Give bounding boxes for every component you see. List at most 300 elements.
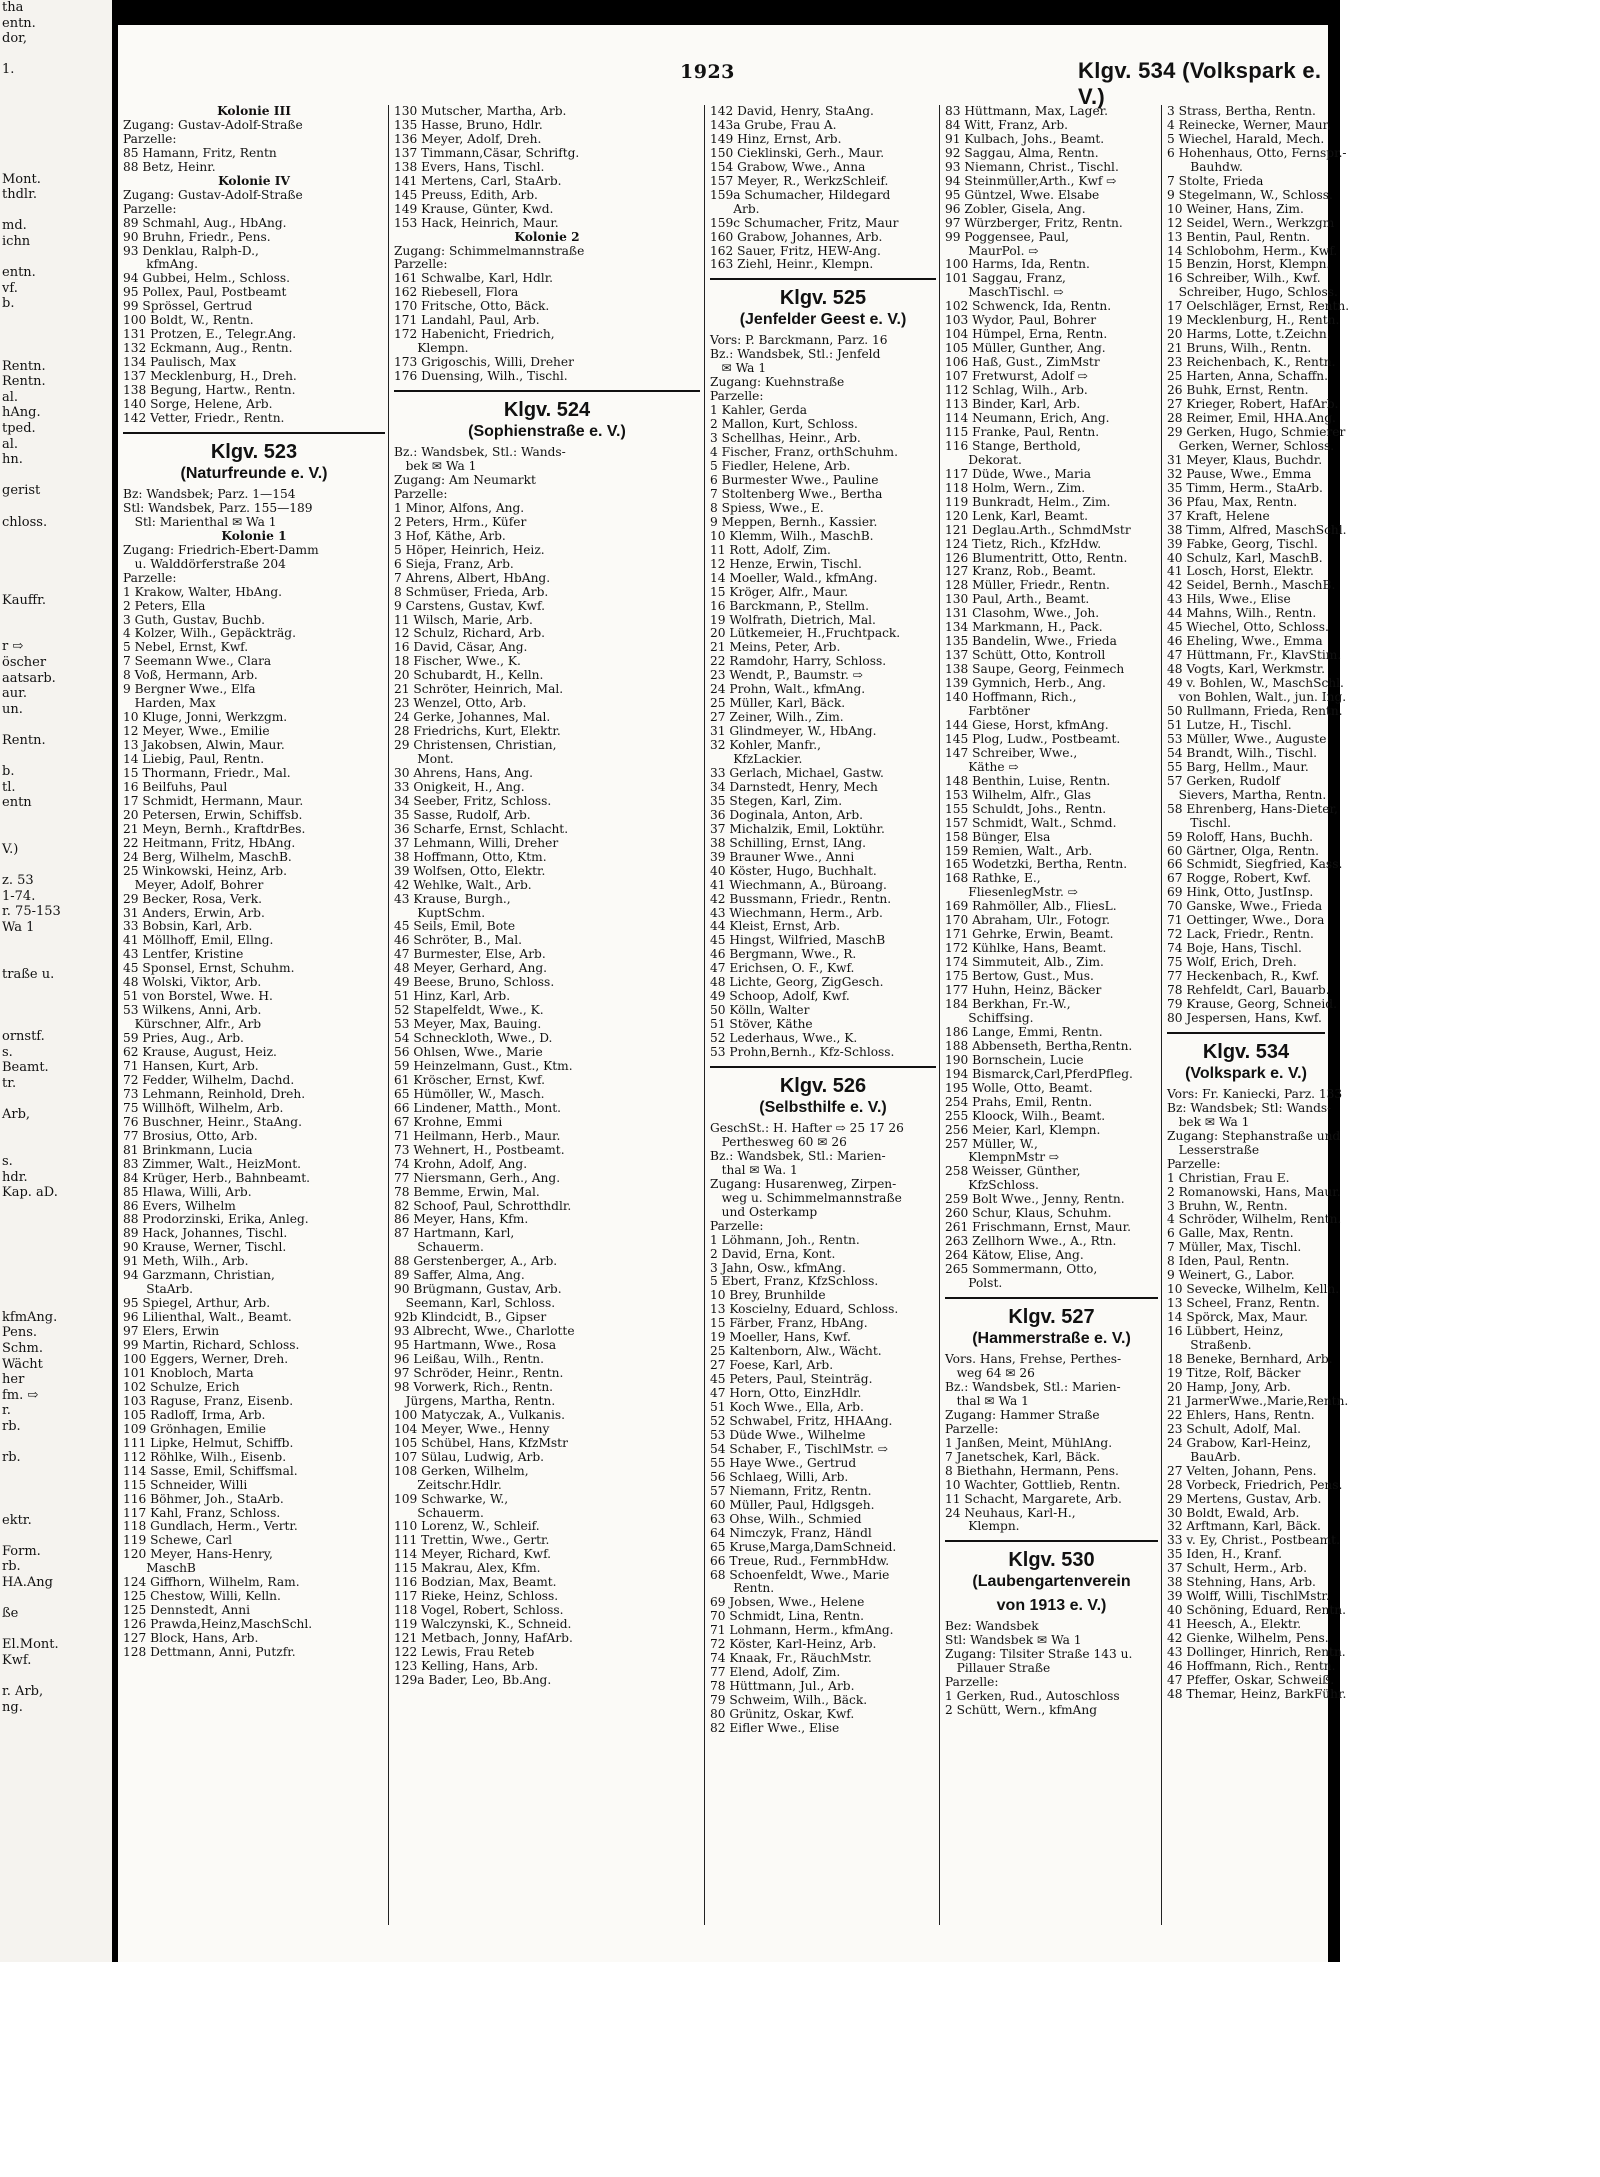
directory-entry: 33 Bobsin, Karl, Arb. [123, 919, 253, 934]
directory-entry: 101 Knobloch, Marta [123, 1365, 254, 1380]
directory-entry: 83 Zimmer, Walt., HeizMont. [123, 1156, 302, 1171]
directory-entry: 116 Stange, Berthold, [945, 438, 1081, 453]
directory-entry: 117 Düde, Wwe., Maria [945, 466, 1092, 481]
directory-entry: 17 Schmidt, Hermann, Maur. [123, 793, 304, 808]
directory-entry: Bauhdw. [1167, 159, 1243, 174]
directory-entry: 194 Bismarck,Carl,PferdPfleg. [945, 1066, 1133, 1081]
gutter-fragment [0, 749, 112, 765]
directory-entry: 134 Paulisch, Max [123, 355, 236, 370]
directory-entry: Stl: Marienthal ✉ Wa 1 [123, 514, 277, 529]
directory-entry: 126 Prawda,Heinz,MaschSchl. [123, 1617, 313, 1632]
directory-entry: 84 Krüger, Herb., Bahnbeamt. [123, 1170, 311, 1185]
directory-entry: 112 Schlag, Wilh., Arb. [945, 383, 1088, 398]
directory-entry: Zugang: Friedrich-Ebert-Damm [123, 542, 319, 557]
directory-entry: 88 Gerstenberger, A., Arb. [394, 1254, 558, 1269]
directory-entry: 97 Würzberger, Fritz, Rentn. [945, 215, 1123, 230]
directory-entry: 144 Giese, Horst, kfmAng. [945, 717, 1109, 732]
directory-entry: 42 Wehlke, Walt., Arb. [394, 877, 532, 892]
directory-entry: 76 Buschner, Heinr., StaAng. [123, 1114, 302, 1129]
directory-entry: 29 Becker, Rosa, Verk. [123, 891, 262, 906]
section-rule [710, 1066, 936, 1068]
directory-entry: 3 Hof, Käthe, Arb. [394, 528, 506, 543]
directory-entry: 38 Schilling, Ernst, IAng. [710, 835, 867, 850]
gutter-fragment: Wächt [2, 1356, 43, 1372]
directory-entry: 258 Weisser, Günther, [945, 1164, 1081, 1179]
directory-entry: 135 Hasse, Bruno, Hdlr. [394, 117, 543, 132]
directory-entry: GeschSt.: H. Hafter ⇨ 25 17 26 [710, 1121, 904, 1135]
directory-entry: 102 Schwenck, Ida, Rentn. [945, 299, 1112, 314]
directory-entry: 2 Peters, Hrm., Küfer [394, 514, 527, 529]
directory-entry: 12 Seidel, Wern., Werkzgm [1167, 215, 1335, 230]
directory-entry: 29 Gerken, Hugo, Schmierer [1167, 424, 1346, 439]
directory-entry: 9 Meppen, Bernh., Kassier. [710, 514, 878, 529]
directory-entry: Straßenb. [1167, 1338, 1252, 1353]
directory-entry: 7 Stoltenberg Wwe., Bertha [710, 486, 883, 501]
directory-entry: 35 Stegen, Karl, Zim. [710, 793, 843, 808]
directory-entry: 21 Meins, Peter, Arb. [710, 640, 841, 655]
directory-entry: 2 Peters, Ella [123, 598, 206, 613]
directory-entry: 99 Martin, Richard, Schloss. [123, 1338, 300, 1353]
directory-entry: 54 Brandt, Wilh., Tischl. [1167, 745, 1318, 760]
gutter-fragment [0, 1466, 112, 1482]
directory-entry: 100 Eggers, Werner, Dreh. [123, 1352, 289, 1367]
directory-entry: 77 Brosius, Otto, Arb. [123, 1128, 258, 1143]
directory-entry: 115 Schneider, Willi [123, 1477, 248, 1492]
directory-entry: 165 Wodetzki, Bertha, Rentn. [945, 857, 1128, 872]
directory-entry: 117 Rieke, Heinz, Schloss. [394, 1589, 559, 1604]
directory-entry: 75 Wolf, Erich, Dreh. [1167, 955, 1297, 970]
directory-entry: 46 Hoffmann, Rich., Rentn. [1167, 1658, 1336, 1673]
directory-entry: Perthesweg 60 ✉ 26 [710, 1134, 847, 1149]
directory-entry: 14 Spörck, Max, Maur. [1167, 1310, 1308, 1325]
directory-entry: 80 Grünitz, Oskar, Kwf. [710, 1707, 855, 1722]
gutter-fragment [0, 1123, 112, 1139]
directory-entry: 118 Holm, Wern., Zim. [945, 480, 1086, 495]
directory-entry: 92b Klindcidt, B., Gipser [394, 1310, 547, 1325]
directory-entry: Tischl. [1167, 815, 1231, 830]
directory-entry: 45 Peters, Paul, Steinträg. [710, 1372, 873, 1387]
association-subtitle: (Volkspark e. V.) [1185, 1064, 1307, 1082]
directory-entry: 117 Kahl, Franz, Schloss. [123, 1505, 281, 1520]
directory-entry: 40 Schulz, Karl, MaschB. [1167, 550, 1323, 565]
association-subtitle: (Laubengartenverein [972, 1573, 1131, 1591]
section-rule [394, 390, 700, 392]
directory-entry: 102 Schulze, Erich [123, 1379, 240, 1394]
directory-entry: 95 Pollex, Paul, Postbeamt [123, 285, 287, 300]
gutter-fragment: Wa 1 [2, 920, 35, 936]
directory-entry: Schauerm. [394, 1505, 484, 1520]
directory-entry: 58 Ehrenberg, Hans-Dieter, [1167, 801, 1338, 816]
directory-entry: 1 Löhmann, Joh., Rentn. [710, 1232, 860, 1247]
directory-entry: 13 Jakobsen, Alwin, Maur. [123, 738, 285, 753]
directory-entry: Zugang: Gustav-Adolf-Straße [123, 187, 303, 202]
section-rule [710, 278, 936, 280]
directory-entry: Lesserstraße [1167, 1142, 1260, 1157]
directory-entry: Parzelle: [945, 1421, 999, 1436]
directory-entry: 188 Abbenseth, Bertha,Rentn. [945, 1038, 1133, 1053]
directory-entry: 51 von Borstel, Wwe. H. [123, 989, 273, 1004]
directory-entry: 100 Boldt, W., Rentn. [123, 313, 254, 328]
directory-entry: 96 Lilienthal, Walt., Beamt. [123, 1310, 292, 1325]
directory-entry: 24 Neuhaus, Karl-H., [945, 1505, 1076, 1520]
directory-entry: 265 Sommermann, Otto, [945, 1262, 1098, 1277]
directory-entry: BauArb. [1167, 1449, 1241, 1464]
directory-entry: 260 Schur, Klaus, Schuhm. [945, 1206, 1112, 1221]
column-divider [1161, 105, 1162, 1925]
directory-entry: 147 Schreiber, Wwe., [945, 745, 1078, 760]
directory-entry: 96 Leißau, Wilh., Rentn. [394, 1352, 545, 1367]
directory-entry: 186 Lange, Emmi, Rentn. [945, 1024, 1103, 1039]
directory-entry: 20 Schubardt, H., Kelln. [394, 668, 544, 683]
directory-entry: 48 Meyer, Gerhard, Ang. [394, 961, 547, 976]
association-heading: Klgv. 525 [779, 287, 867, 310]
directory-entry: 106 Haß, Gust., ZimMstr [945, 355, 1100, 370]
directory-entry: 171 Gehrke, Erwin, Beamt. [945, 927, 1114, 942]
directory-entry: KuptSchm. [394, 905, 486, 920]
directory-entry: 18 Beneke, Bernhard, Arb. [1167, 1352, 1333, 1367]
gutter-fragment: Arb, [2, 1107, 31, 1123]
directory-entry: Parzelle: [123, 570, 177, 585]
directory-entry: 85 Hlawa, Willi, Arb. [123, 1184, 252, 1199]
gutter-fragment: ng. [2, 1699, 23, 1715]
directory-entry: 138 Evers, Hans, Tischl. [394, 159, 545, 174]
gutter-fragment [0, 94, 112, 110]
directory-entry: 2 David, Erna, Kont. [710, 1246, 836, 1261]
gutter-fragment: aur. [2, 686, 28, 702]
directory-entry: 7 Müller, Max, Tischl. [1167, 1240, 1302, 1255]
directory-entry: 264 Kätow, Elise, Ang. [945, 1248, 1084, 1263]
directory-entry: 43 Wiechmann, Herm., Arb. [710, 905, 883, 920]
directory-entry: 16 Schreiber, Wilh., Kwf. [1167, 271, 1321, 286]
directory-entry: 10 Weiner, Hans, Zim. [1167, 201, 1304, 216]
directory-entry: u. Walddörferstraße 204 [123, 556, 286, 571]
directory-entry: 28 Friedrichs, Kurt, Elektr. [394, 724, 561, 739]
directory-entry: 89 Hack, Johannes, Tischl. [123, 1226, 288, 1241]
directory-entry: 2 Mallon, Kurt, Schloss. [710, 417, 858, 432]
directory-entry: ✉ Wa 1 [710, 361, 767, 376]
gutter-fragment [0, 811, 112, 827]
directory-entry: 7 Stolte, Frieda [1167, 173, 1264, 188]
directory-entry: 39 Brauner Wwe., Anni [710, 849, 855, 864]
gutter-fragment: tl. [2, 779, 16, 795]
directory-entry: 60 Gärtner, Olga, Rentn. [1167, 843, 1319, 858]
directory-entry: 140 Sorge, Helene, Arb. [123, 397, 273, 412]
gutter-fragment: traße u. [2, 966, 55, 982]
directory-entry: 3 Strass, Bertha, Rentn. [1167, 104, 1316, 118]
gutter-fragment: Form. [2, 1543, 41, 1559]
directory-entry: 91 Kulbach, Johs., Beamt. [945, 131, 1105, 146]
gutter-fragment: ektr. [2, 1512, 32, 1528]
directory-entry: Parzelle: [945, 1675, 999, 1690]
directory-entry: 51 Hinz, Karl, Arb. [394, 989, 511, 1004]
directory-entry: 172 Kühlke, Hans, Beamt. [945, 941, 1107, 956]
gutter-fragment [0, 1092, 112, 1108]
directory-entry: 39 Fabke, Georg, Tischl. [1167, 536, 1318, 551]
directory-entry: Stl: Wandsbek, Parz. 155—189 [123, 500, 313, 515]
directory-entry: 14 Moeller, Wald., kfmAng. [710, 570, 878, 585]
gutter-fragment [0, 499, 112, 515]
gutter-fragment [0, 546, 112, 562]
gutter-fragment: HA.Ang [2, 1574, 53, 1590]
gutter-fragment: tr. [2, 1075, 17, 1091]
directory-entry: 49 Schoop, Adolf, Kwf. [710, 989, 850, 1004]
gutter-fragment: gerist [2, 483, 41, 499]
directory-entry: 4 Fischer, Franz, orthSchuhm. [710, 445, 898, 460]
directory-entry: 74 Krohn, Adolf, Ang. [394, 1156, 528, 1171]
gutter-fragment: s. [2, 1044, 13, 1060]
directory-entry: 101 Saggau, Franz, [945, 271, 1066, 286]
colony-heading: Kolonie IV [218, 173, 290, 188]
directory-entry: 154 Grabow, Wwe., Anna [710, 159, 866, 174]
directory-entry: 62 Krause, August, Heiz. [123, 1045, 277, 1060]
directory-entry: 172 Habenicht, Friedrich, [394, 327, 555, 342]
column-divider [939, 105, 940, 1925]
directory-entry: 82 Eifler Wwe., Elise [710, 1720, 840, 1735]
directory-entry: 3 Jahn, Osw., kfmAng. [710, 1260, 846, 1275]
directory-entry: 59 Heinzelmann, Gust., Ktm. [394, 1059, 573, 1073]
directory-entry: 4 Schröder, Wilhelm, Rentn. [1167, 1212, 1342, 1227]
directory-entry: 1 Krakow, Walter, HbAng. [123, 584, 283, 599]
directory-entry: 61 Kröscher, Ernst, Kwf. [394, 1072, 545, 1087]
association-subtitle: (Sophienstraße e. V.) [468, 423, 626, 441]
directory-entry: 8 Biethahn, Hermann, Pens. [945, 1463, 1119, 1478]
directory-entry: 55 Barg, Hellm., Maur. [1167, 759, 1309, 774]
directory-entry: 45 Seils, Emil, Bote [394, 919, 516, 934]
directory-entry: 113 Binder, Karl, Arb. [945, 397, 1081, 412]
directory-entry: 43 Hils, Wwe., Elise [1167, 592, 1291, 607]
gutter-fragment [0, 327, 112, 343]
directory-entry: 57 Gerken, Rudolf [1167, 773, 1280, 788]
directory-entry: 68 Schoenfeldt, Wwe., Marie [710, 1567, 890, 1582]
directory-entry: 36 Scharfe, Ernst, Schlacht. [394, 821, 569, 836]
directory-entry: 115 Makrau, Alex, Kfm. [394, 1561, 541, 1576]
directory-entry: MaschB [123, 1561, 196, 1576]
directory-entry: 78 Bemme, Erwin, Mal. [394, 1184, 540, 1199]
gutter-fragment: hAng. [2, 405, 41, 421]
colony-heading: Kolonie III [217, 104, 291, 118]
directory-entry: 50 Rullmann, Frieda, Rentn. [1167, 703, 1343, 718]
directory-entry: 10 Wachter, Gottlieb, Rentn. [945, 1477, 1121, 1492]
directory-entry: 66 Schmidt, Siegfried, Kass. [1167, 857, 1343, 872]
directory-entry: 93 Albrecht, Wwe., Charlotte [394, 1324, 575, 1339]
gutter-fragment [0, 717, 112, 733]
directory-entry: Zugang: Gustav-Adolf-Straße [123, 117, 303, 132]
directory-entry: 126 Blumentritt, Otto, Rentn. [945, 550, 1128, 565]
directory-entry: 23 Reichenbach, K., Rentn. [1167, 355, 1336, 370]
directory-entry: 54 Schaber, F., TischlMstr. ⇨ [710, 1441, 889, 1456]
directory-entry: 5 Höper, Heinrich, Heiz. [394, 542, 545, 557]
column-3 [710, 105, 936, 1925]
directory-entry: 10 Brey, Brunhilde [710, 1288, 826, 1303]
directory-entry: 77 Niersmann, Gerh., Ang. [394, 1170, 561, 1185]
directory-entry: 145 Plog, Ludw., Postbeamt. [945, 731, 1121, 746]
gutter-fragment: fm. ⇨ [2, 1387, 39, 1403]
directory-entry: 21 Bruns, Wilh., Rentn. [1167, 341, 1312, 356]
gutter-fragment: Kap. aD. [2, 1185, 58, 1201]
directory-entry: 87 Hartmann, Karl, [394, 1226, 515, 1241]
gutter-fragment: al. [2, 436, 19, 452]
directory-entry: 255 Kloock, Wilh., Beamt. [945, 1108, 1106, 1123]
gutter-fragment: entn [2, 795, 32, 811]
directory-entry: 44 Kleist, Ernst, Arb. [710, 919, 841, 934]
directory-entry: 114 Meyer, Richard, Kwf. [394, 1547, 552, 1562]
directory-entry: 105 Radloff, Irma, Arb. [123, 1407, 266, 1422]
directory-entry: bek ✉ Wa 1 [394, 459, 477, 474]
gutter-fragment: aatsarb. [2, 670, 56, 686]
directory-entry: 37 Kraft, Helene [1167, 508, 1270, 523]
directory-entry: Dekorat. [945, 452, 1022, 467]
directory-entry: 78 Rehfeldt, Carl, Bauarb. [1167, 983, 1330, 998]
directory-entry: 141 Mertens, Carl, StaArb. [394, 173, 562, 188]
directory-entry: Zugang: Am Neumarkt [394, 472, 536, 487]
gutter-fragment [0, 78, 112, 94]
directory-entry: Vors. Hans, Frehse, Perthes- [945, 1352, 1122, 1367]
directory-entry: 24 Prohn, Walt., kfmAng. [710, 682, 866, 697]
directory-entry: 11 Wilsch, Marie, Arb. [394, 612, 533, 627]
directory-entry: 160 Grabow, Johannes, Arb. [710, 229, 883, 244]
gutter-fragment: ornstf. [2, 1029, 45, 1045]
association-heading: Klgv. 534 [1202, 1040, 1290, 1063]
gutter-fragment [0, 1481, 112, 1497]
directory-entry: 69 Hink, Otto, JustInsp. [1167, 885, 1314, 900]
directory-entry: 53 Düde Wwe., Wilhelme [710, 1427, 866, 1442]
directory-entry: 116 Böhmer, Joh., StaArb. [123, 1491, 284, 1506]
association-heading: Klgv. 523 [210, 440, 298, 463]
directory-entry: 77 Elend, Adolf, Zim. [710, 1665, 841, 1680]
directory-entry: 10 Sevecke, Wilhelm, Kelln. [1167, 1282, 1340, 1297]
gutter-fragment [0, 125, 112, 141]
directory-entry: 48 Vogts, Karl, Werkmstr. [1167, 662, 1325, 677]
gutter-fragment [0, 577, 112, 593]
directory-entry: Kürschner, Alfr., Arb [123, 1017, 262, 1032]
directory-entry: Käthe ⇨ [945, 759, 1019, 774]
directory-entry: Parzelle: [394, 486, 448, 501]
directory-entry: 149 Hinz, Ernst, Arb. [710, 131, 842, 146]
directory-entry: 91 Meth, Wilh., Arb. [123, 1254, 249, 1269]
directory-entry: Gerken, Werner, Schloss. [1167, 438, 1335, 453]
directory-entry: Seemann, Karl, Schloss. [394, 1296, 556, 1311]
gutter-fragment [0, 1591, 112, 1607]
directory-entry: 20 Hamp, Jony, Arb. [1167, 1379, 1291, 1394]
directory-entry: 52 Stapelfeldt, Wwe., K. [394, 1003, 544, 1018]
directory-entry: 31 Meyer, Klaus, Buchdr. [1167, 452, 1323, 467]
gutter-fragment [0, 1138, 112, 1154]
directory-entry: 111 Trettin, Wwe., Gertr. [394, 1533, 550, 1548]
directory-entry: 30 Ahrens, Hans, Ang. [394, 765, 533, 780]
directory-entry: 24 Berg, Wilhelm, MaschB. [123, 849, 292, 864]
directory-entry: 35 Iden, H., Kranf. [1167, 1547, 1283, 1562]
column-1 [123, 105, 385, 1925]
directory-entry: 8 Iden, Paul, Rentn. [1167, 1254, 1290, 1269]
gutter-fragment: El.Mont. [2, 1637, 59, 1653]
directory-entry: kfmAng. [123, 257, 199, 272]
directory-entry: 121 Deglau.Arth., SchmdMstr [945, 522, 1131, 537]
directory-entry: 103 Wydor, Paul, Bohrer [945, 313, 1097, 328]
directory-entry: 174 Simmuteit, Alb., Zim. [945, 955, 1104, 970]
directory-entry: 131 Protzen, E., Telegr.Ang. [123, 327, 297, 342]
gutter-fragment: hn. [2, 452, 23, 468]
directory-entry: Polst. [945, 1276, 1003, 1291]
directory-entry: 37 Schult, Herm., Arb. [1167, 1561, 1307, 1576]
directory-entry: 25 Kaltenborn, Alw., Wächt. [710, 1344, 882, 1359]
gutter-fragment [0, 1669, 112, 1685]
directory-entry: 16 Beilfuhs, Paul [123, 779, 228, 794]
directory-entry: 23 Schult, Adolf, Mal. [1167, 1421, 1301, 1436]
directory-entry: 81 Brinkmann, Lucia [123, 1142, 253, 1157]
directory-entry: 116 Bodzian, Max, Beamt. [394, 1575, 557, 1590]
directory-entry: 74 Knaak, Fr., RäuchMstr. [710, 1651, 872, 1666]
directory-entry: 46 Eheling, Wwe., Emma [1167, 634, 1323, 649]
directory-entry: 72 Lack, Friedr., Rentn. [1167, 927, 1314, 942]
directory-entry: 34 Seeber, Fritz, Schloss. [394, 793, 552, 808]
directory-entry: FliesenlegMstr. ⇨ [945, 885, 1079, 900]
directory-entry: 23 Wenzel, Otto, Arb. [394, 696, 527, 711]
directory-entry: 34 Darnstedt, Henry, Mech [710, 779, 878, 794]
directory-entry: 130 Paul, Arth., Beamt. [945, 592, 1090, 607]
gutter-fragment: Rentn. [2, 374, 46, 390]
directory-entry: Schreiber, Hugo, Schloss. [1167, 285, 1338, 300]
directory-entry: 36 Pfau, Max, Rentn. [1167, 494, 1298, 509]
directory-entry: 18 Fischer, Wwe., K. [394, 654, 521, 669]
directory-entry: 65 Hümöller, W., Masch. [394, 1086, 545, 1101]
directory-entry: Meyer, Adolf, Bohrer [123, 877, 264, 892]
directory-entry: 254 Prahs, Emil, Rentn. [945, 1094, 1093, 1109]
gutter-fragment [0, 1014, 112, 1030]
directory-entry: 13 Bentin, Paul, Rentn. [1167, 229, 1311, 244]
directory-entry: Klempn. [945, 1519, 1020, 1534]
gutter-fragment: Kauffr. [2, 592, 46, 608]
directory-entry: 168 Rathke, E., [945, 871, 1041, 886]
directory-entry: 110 Lorenz, W., Schleif. [394, 1519, 540, 1534]
gutter-fragment: entn. [2, 265, 36, 281]
directory-entry: 65 Kruse,Marga,DamSchneid. [710, 1539, 897, 1554]
directory-entry: 79 Krause, Georg, Schneid. [1167, 997, 1337, 1011]
directory-entry: 90 Brügmann, Gustav, Arb. [394, 1282, 562, 1297]
gutter-fragment [0, 203, 112, 219]
gutter-fragment: ße [2, 1606, 19, 1622]
gutter-fragment: md. [2, 218, 27, 234]
gutter-fragment: Pens. [2, 1325, 38, 1341]
directory-entry: 59 Roloff, Hans, Buchh. [1167, 829, 1314, 844]
directory-entry: 17 Oelschläger, Ernst, Rentn. [1167, 299, 1350, 314]
directory-entry: 100 Harms, Ida, Rentn. [945, 257, 1090, 272]
association-heading: Klgv. 530 [1008, 1549, 1095, 1572]
directory-entry: 14 Liebig, Paul, Rentn. [123, 752, 265, 767]
gutter-fragment: 1-74. [2, 888, 36, 904]
directory-entry: 115 Franke, Paul, Rentn. [945, 424, 1100, 439]
directory-entry: 99 Poggensee, Paul, [945, 229, 1070, 244]
directory-entry: 94 Steinmüller,Arth., Kwf ⇨ [945, 173, 1117, 188]
directory-entry: 98 Vorwerk, Rich., Rentn. [394, 1379, 554, 1394]
directory-entry: 10 Kluge, Jonni, Werkzgm. [123, 710, 288, 725]
directory-entry: 124 Giffhorn, Wilhelm, Ram. [123, 1575, 300, 1590]
directory-entry: 89 Saffer, Alma, Ang. [394, 1268, 525, 1283]
directory-entry: 27 Zeiner, Wilh., Zim. [710, 710, 844, 725]
gutter-fragment: b. [2, 764, 15, 780]
directory-entry: 46 Schröter, B., Mal. [394, 933, 523, 948]
directory-entry: Bz.: Wandsbek, Stl.: Wands- [394, 445, 566, 460]
directory-entry: 50 Kölln, Walter [710, 1003, 810, 1018]
directory-entry: 5 Fiedler, Helene, Arb. [710, 459, 851, 474]
gutter-fragment: rb. [2, 1419, 21, 1435]
directory-entry: 104 Meyer, Wwe., Henny [394, 1421, 550, 1436]
gutter-fragment [0, 608, 112, 624]
directory-entry: 19 Mecklenburg, H., Rentn. [1167, 313, 1340, 328]
directory-entry: 38 Hoffmann, Otto, Ktm. [394, 849, 547, 864]
directory-entry: 159 Remien, Walt., Arb. [945, 843, 1093, 858]
directory-entry: 93 Niemann, Christ., Tischl. [945, 159, 1119, 174]
gutter-fragment [0, 1248, 112, 1264]
